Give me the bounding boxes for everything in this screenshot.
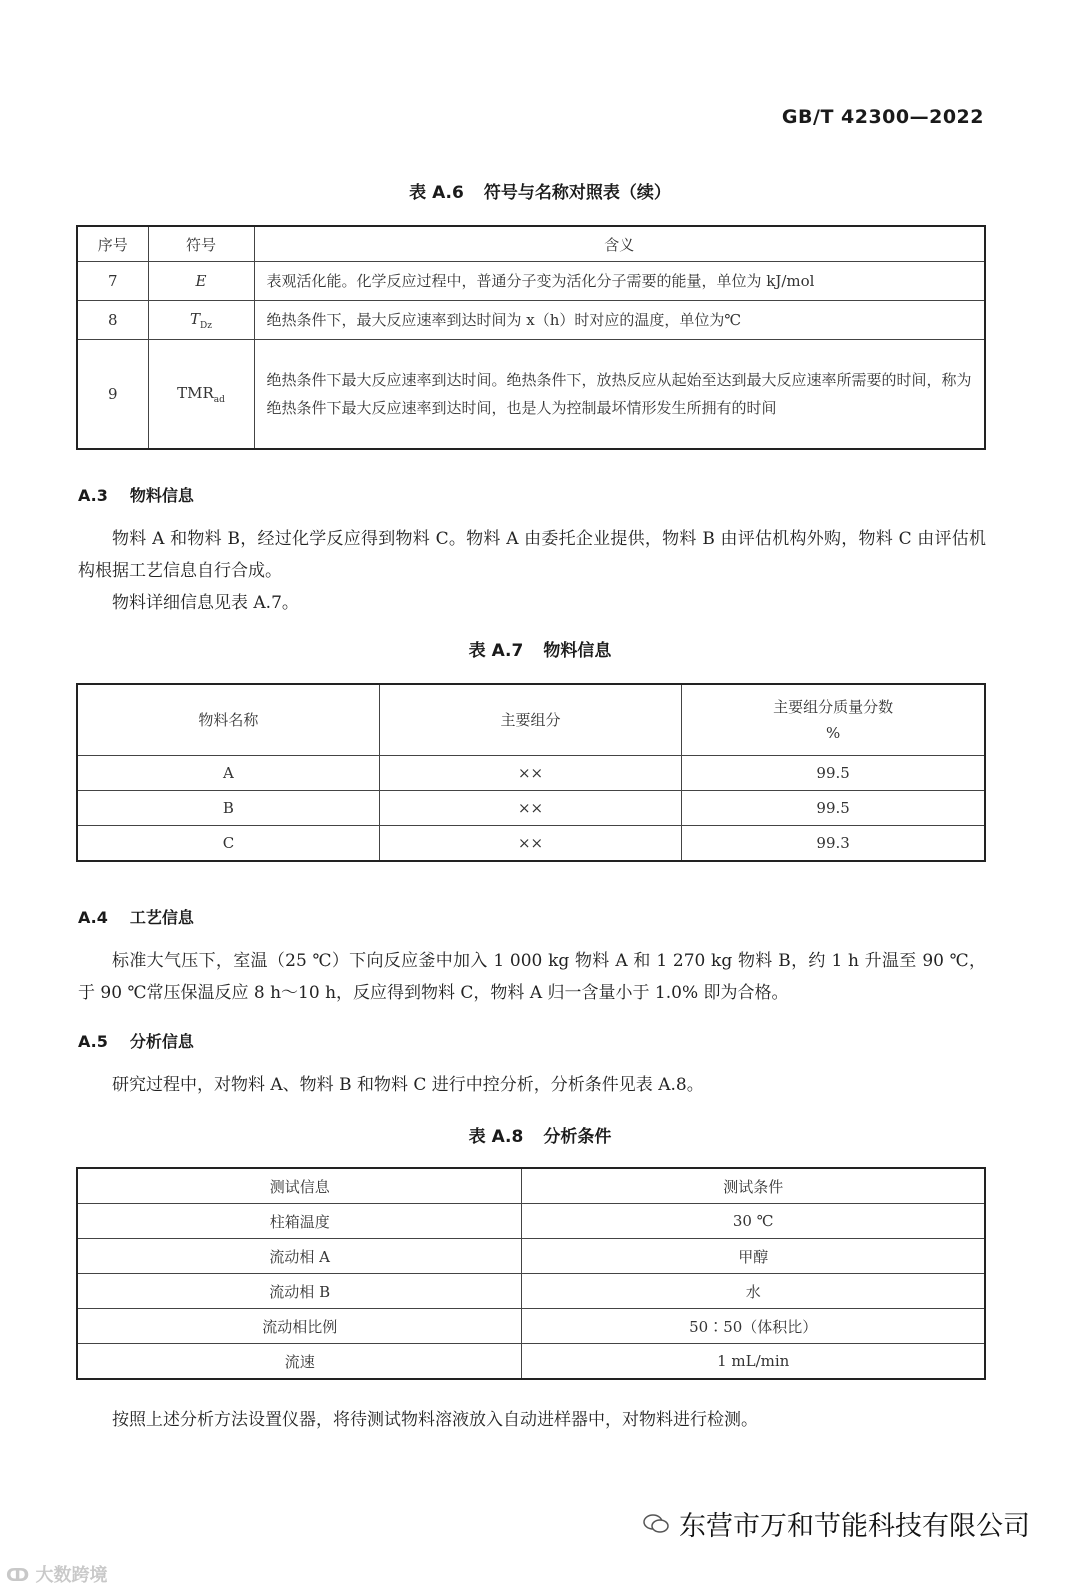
paragraph: 物料 A 和物料 B，经过化学反应得到物料 C。物料 A 由委托企业提供，物料 B 由评估机构外购，物料 C 由评估机构根据工艺信息自行合成。	[78, 529, 986, 581]
table-cell: 99.3	[682, 826, 985, 862]
table-row	[77, 1204, 985, 1239]
table-row	[77, 756, 985, 791]
table-a8-caption-number: 表 A.8	[468, 1127, 524, 1147]
table-header-row	[77, 226, 985, 262]
paragraph: 物料详细信息见表 A.7。	[112, 593, 299, 613]
table-a8-caption	[0, 1122, 1080, 1147]
section-title: 分析信息	[129, 1032, 194, 1051]
table-a7-caption-title: 物料信息	[543, 641, 612, 661]
section-a5-heading	[78, 1029, 194, 1052]
paragraph: 研究过程中，对物料 A、物料 B 和物料 C 进行中控分析，分析条件见表 A.8。	[112, 1075, 704, 1095]
table-a8	[76, 1167, 986, 1380]
row-symbol	[148, 301, 254, 340]
paragraph: 标准大气压下，室温（25 ℃）下向反应釜中加入 1 000 kg 物料 A 和 1 270 kg 物料 B，约 1 h 升温至 90 ℃，于 90 ℃常压保温反应 8 h～10 h，反应得到物料 C，物料 A 归一含量小于 1.0% 即为合格。	[78, 951, 986, 1003]
table-cell: 甲醇	[522, 1239, 985, 1274]
table-cell: 水	[522, 1274, 985, 1309]
table-cell: ××	[379, 826, 681, 862]
table-row	[77, 1344, 985, 1380]
table-header-row	[77, 684, 985, 756]
table-header-cell: 序号	[77, 226, 148, 262]
section-number: A.3	[78, 486, 108, 505]
standard-number: GB/T 42300—2022	[781, 106, 984, 128]
table-a6	[76, 225, 986, 450]
section-a3-body	[78, 523, 986, 619]
table-row	[77, 826, 985, 862]
watermark-brand	[6, 1561, 107, 1587]
table-row	[77, 1239, 985, 1274]
table-a6-caption	[0, 178, 1080, 203]
table-cell: ××	[379, 791, 681, 826]
table-row	[77, 1274, 985, 1309]
watermark-brand-text: 大数跨境	[35, 1565, 108, 1586]
paragraph: 按照上述分析方法设置仪器，将待测试物料溶液放入自动进样器中，对物料进行检测。	[112, 1410, 758, 1430]
table-cell: 流速	[77, 1344, 522, 1380]
chat-bubble-icon	[643, 1513, 669, 1535]
header-unit: %	[825, 724, 841, 742]
row-symbol: E	[148, 262, 254, 301]
table-a7-caption	[0, 636, 1080, 661]
table-cell: 1 mL/min	[522, 1344, 985, 1380]
table-header-cell: 物料名称	[77, 684, 379, 756]
symbol-main: T	[190, 309, 201, 328]
row-number: 8	[77, 301, 148, 340]
symbol-main: TMR	[177, 383, 214, 402]
table-cell: ××	[379, 756, 681, 791]
symbol-subscript: ad	[213, 394, 225, 405]
section-number: A.5	[78, 1032, 108, 1051]
row-number: 9	[77, 340, 148, 450]
table-row	[77, 301, 985, 340]
table-cell: C	[77, 826, 379, 862]
table-header-cell	[682, 684, 985, 756]
table-a7	[76, 683, 986, 862]
brand-logo-icon: ↀ	[6, 1565, 30, 1586]
table-header-cell: 主要组分	[379, 684, 681, 756]
table-cell: 流动相 B	[77, 1274, 522, 1309]
table-cell: 流动相 A	[77, 1239, 522, 1274]
table-a6-caption-title: 符号与名称对照表（续）	[483, 183, 671, 203]
table-cell: A	[77, 756, 379, 791]
table-header-cell: 含义	[254, 226, 985, 262]
table-header-cell: 符号	[148, 226, 254, 262]
table-row	[77, 791, 985, 826]
table-row	[77, 340, 985, 450]
table-cell: 柱箱温度	[77, 1204, 522, 1239]
section-a4-heading	[78, 905, 194, 928]
row-symbol	[148, 340, 254, 450]
table-a7-caption-number: 表 A.7	[468, 641, 524, 661]
row-number: 7	[77, 262, 148, 301]
watermark-company-text: 东营市万和节能科技有限公司	[679, 1511, 1030, 1542]
header-label: 主要组分质量分数	[773, 698, 894, 716]
table-row	[77, 262, 985, 301]
table-cell: 50∶50（体积比）	[522, 1309, 985, 1344]
table-cell: 30 ℃	[522, 1204, 985, 1239]
table-cell: 99.5	[682, 791, 985, 826]
table-header-cell: 测试条件	[522, 1168, 985, 1204]
watermark-company	[643, 1504, 1030, 1543]
table-header-row	[77, 1168, 985, 1204]
table-cell: 99.5	[682, 756, 985, 791]
table-cell: 流动相比例	[77, 1309, 522, 1344]
section-a5-body	[78, 1069, 986, 1101]
table-row	[77, 1309, 985, 1344]
section-title: 工艺信息	[129, 908, 194, 927]
section-number: A.4	[78, 908, 108, 927]
symbol-subscript: Dz	[200, 320, 212, 331]
table-cell: B	[77, 791, 379, 826]
row-meaning: 绝热条件下最大反应速率到达时间。绝热条件下，放热反应从起始至达到最大反应速率所需要的时间，称为绝热条件下最大反应速率到达时间，也是人为控制最坏情形发生所拥有的时间	[254, 340, 985, 450]
table-a8-caption-title: 分析条件	[543, 1127, 612, 1147]
section-title: 物料信息	[129, 486, 194, 505]
table-a6-caption-number: 表 A.6	[409, 183, 464, 203]
section-a3-heading	[78, 483, 194, 506]
closing-body	[78, 1404, 986, 1436]
section-a4-body	[78, 945, 986, 1009]
row-meaning: 绝热条件下，最大反应速率到达时间为 x（h）时对应的温度，单位为℃	[254, 301, 985, 340]
row-meaning: 表观活化能。化学反应过程中，普通分子变为活化分子需要的能量，单位为 kJ/mol	[254, 262, 985, 301]
table-header-cell: 测试信息	[77, 1168, 522, 1204]
